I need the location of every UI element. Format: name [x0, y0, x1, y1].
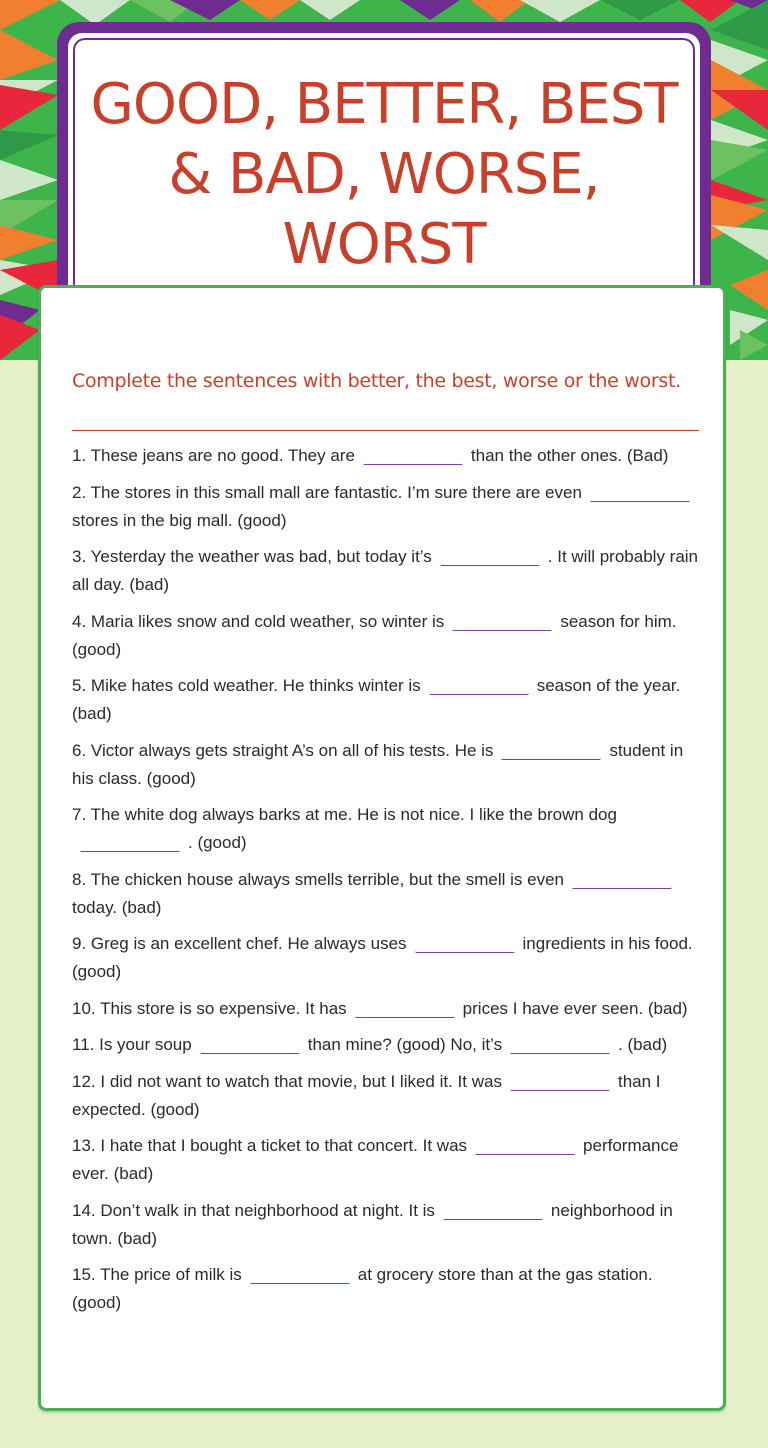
answer-blank[interactable] — [80, 837, 180, 852]
question-text: . It will probably rain all day. (bad) — [72, 547, 699, 594]
answer-blank[interactable] — [510, 1039, 610, 1054]
question-number: 3. — [72, 547, 87, 566]
question-number: 1. — [72, 446, 87, 465]
question-text: performance ever. (bad) — [72, 1136, 679, 1183]
question-text: Greg is an excellent chef. He always uses — [90, 934, 407, 953]
question-6 — [72, 737, 704, 793]
question-number: 2. — [72, 482, 87, 502]
question-text: Maria likes snow and cold weather, so winter is — [90, 611, 445, 631]
answer-blank[interactable] — [452, 616, 552, 631]
question-text: I hate that I bought a ticket to that concert. It was — [100, 1136, 468, 1155]
answer-blank[interactable] — [510, 1076, 610, 1091]
question-number: 15. — [72, 1265, 96, 1284]
question-text: neighborhood in town. (bad) — [72, 1200, 673, 1248]
question-number: 14. — [72, 1200, 96, 1220]
question-text: Mike hates cold weather. He thinks winter is — [90, 676, 421, 695]
question-text: season for him. (good) — [72, 611, 677, 659]
question-text: This store is so expensive. It has — [100, 998, 347, 1018]
question-text: These jeans are no good. They are — [90, 446, 355, 465]
divider — [72, 430, 699, 431]
question-text: . (bad) — [618, 1035, 668, 1054]
question-12 — [72, 1068, 704, 1124]
title-inner-border — [73, 38, 695, 322]
title-panel — [68, 33, 700, 322]
question-number: 4. — [72, 611, 87, 631]
question-text: today. (bad) — [72, 897, 162, 917]
question-text: Is your soup — [99, 1035, 192, 1054]
answer-blank[interactable] — [200, 1039, 300, 1054]
question-11 — [72, 1031, 704, 1059]
question-text: Victor always gets straight A’s on all of his tests. He is — [90, 740, 494, 760]
question-text: than I expected. (good) — [72, 1071, 661, 1119]
title-frame — [57, 22, 711, 322]
instructions-heading: Complete the sentences with better, the best, worse or the worst. — [72, 370, 681, 392]
answer-blank[interactable] — [443, 1205, 543, 1220]
answer-blank[interactable] — [590, 487, 690, 502]
question-text: season of the year. (bad) — [72, 676, 681, 723]
question-text: The price of milk is — [100, 1265, 242, 1284]
question-text: student in his class. (good) — [72, 740, 684, 788]
question-8 — [72, 866, 704, 922]
question-text: Don’t walk in that neighborhood at night. It is — [100, 1200, 435, 1220]
question-number: 7. — [72, 805, 87, 824]
worksheet-card — [38, 285, 726, 1411]
question-text: at grocery store than at the gas station. (good) — [72, 1265, 653, 1312]
question-text: Yesterday the weather was bad, but today it’s — [90, 547, 432, 566]
question-3 — [72, 543, 704, 599]
question-text: prices I have ever seen. (bad) — [462, 998, 688, 1018]
answer-blank[interactable] — [572, 874, 672, 889]
question-text: than the other ones. (Bad) — [470, 446, 669, 465]
question-number: 8. — [72, 869, 87, 889]
question-5 — [72, 672, 704, 728]
question-text: than mine? (good) No, it’s — [307, 1035, 503, 1054]
question-number: 12. — [72, 1071, 96, 1091]
question-2 — [72, 479, 704, 535]
question-text: ingredients in his food. (good) — [72, 934, 693, 981]
question-number: 6. — [72, 740, 87, 760]
answer-blank[interactable] — [250, 1269, 350, 1284]
question-1 — [72, 442, 704, 470]
question-9 — [72, 930, 704, 986]
question-text: The white dog always barks at me. He is not nice. I like the brown dog — [90, 805, 617, 824]
answer-blank[interactable] — [475, 1140, 575, 1155]
question-7 — [72, 801, 704, 857]
answer-blank[interactable] — [363, 450, 463, 465]
question-13 — [72, 1132, 704, 1188]
question-15 — [72, 1261, 704, 1317]
question-number: 11. — [72, 1035, 95, 1054]
page-title: GOOD, BETTER, BEST & BAD, WORSE, WORST — [90, 72, 678, 277]
question-text: stores in the big mall. (good) — [72, 510, 287, 530]
answer-blank[interactable] — [440, 551, 540, 566]
question-number: 13. — [72, 1136, 96, 1155]
answer-blank[interactable] — [415, 938, 515, 953]
question-list — [72, 442, 704, 1326]
question-4 — [72, 608, 704, 664]
question-number: 9. — [72, 934, 87, 953]
question-number: 5. — [72, 676, 87, 695]
question-text: I did not want to watch that movie, but I liked it. It was — [100, 1071, 502, 1091]
question-text: The chicken house always smells terrible, but the smell is even — [90, 869, 564, 889]
answer-blank[interactable] — [355, 1003, 455, 1018]
question-text: The stores in this small mall are fantastic. I’m sure there are even — [90, 482, 582, 502]
question-10 — [72, 995, 704, 1023]
question-14 — [72, 1197, 704, 1253]
answer-blank[interactable] — [501, 745, 601, 760]
question-number: 10. — [72, 998, 96, 1018]
answer-blank[interactable] — [429, 680, 529, 695]
question-text: . (good) — [188, 833, 247, 852]
